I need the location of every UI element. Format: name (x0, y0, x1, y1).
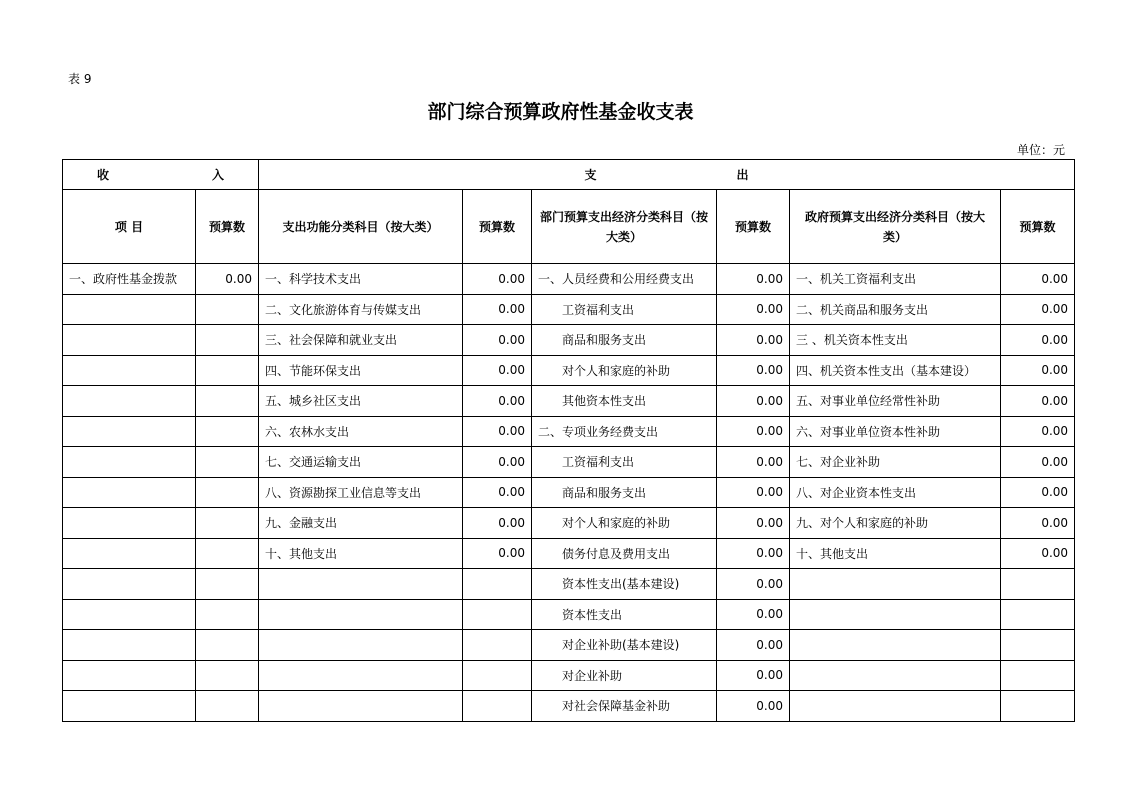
func-class-cell: 七、交通运输支出 (259, 447, 463, 478)
income-budget-cell (196, 386, 259, 417)
table-row (63, 508, 1075, 539)
dept-econ-class-cell: 资本性支出(基本建设) (532, 569, 717, 600)
func-budget-cell: 0.00 (463, 264, 532, 295)
dept-budget-cell: 0.00 (717, 630, 790, 661)
func-class-cell: 一、科学技术支出 (259, 264, 463, 295)
income-item-cell (63, 355, 196, 386)
gov-econ-class-cell (790, 691, 1001, 722)
item-column-header: 项 目 (63, 190, 196, 264)
income-budget-cell (196, 447, 259, 478)
func-budget-cell: 0.00 (463, 386, 532, 417)
dept-budget-cell: 0.00 (717, 569, 790, 600)
dept-econ-class-cell: 对企业补助(基本建设) (532, 630, 717, 661)
func-class-cell (259, 691, 463, 722)
func-budget-cell: 0.00 (463, 508, 532, 539)
func-budget-cell (463, 599, 532, 630)
gov-econ-class-cell (790, 660, 1001, 691)
expense-group-header: 支 出 (259, 160, 1075, 190)
dept-econ-class-cell: 工资福利支出 (532, 447, 717, 478)
dept-budget-cell: 0.00 (717, 355, 790, 386)
income-budget-cell: 0.00 (196, 264, 259, 295)
income-item-cell (63, 477, 196, 508)
income-item-cell: 一、政府性基金拨款 (63, 264, 196, 295)
func-budget-cell (463, 630, 532, 661)
gov-econ-class-cell: 六、对事业单位资本性补助 (790, 416, 1001, 447)
table-row (63, 477, 1075, 508)
gov-econ-class-cell: 九、对个人和家庭的补助 (790, 508, 1001, 539)
page-title: 部门综合预算政府性基金收支表 (427, 101, 694, 123)
func-budget-cell: 0.00 (463, 538, 532, 569)
dept-econ-class-cell: 工资福利支出 (532, 294, 717, 325)
dept-econ-class-cell: 对个人和家庭的补助 (532, 355, 717, 386)
func-class-cell: 五、城乡社区支出 (259, 386, 463, 417)
table-row (63, 691, 1075, 722)
dept-budget-column-header: 预算数 (717, 190, 790, 264)
income-item-cell (63, 416, 196, 447)
gov-budget-cell: 0.00 (1001, 538, 1075, 569)
table-row (63, 416, 1075, 447)
gov-budget-cell: 0.00 (1001, 447, 1075, 478)
func-class-cell (259, 569, 463, 600)
dept-econ-class-cell: 二、专项业务经费支出 (532, 416, 717, 447)
gov-econ-class-cell: 二、机关商品和服务支出 (790, 294, 1001, 325)
table-row (63, 447, 1075, 478)
dept-budget-cell: 0.00 (717, 325, 790, 356)
gov-econ-class-cell: 三 、机关资本性支出 (790, 325, 1001, 356)
income-item-cell (63, 508, 196, 539)
income-budget-cell (196, 355, 259, 386)
table-row (63, 599, 1075, 630)
gov-budget-cell: 0.00 (1001, 355, 1075, 386)
gov-econ-class-cell: 四、机关资本性支出（基本建设） (790, 355, 1001, 386)
table-row (63, 538, 1075, 569)
dept-budget-cell: 0.00 (717, 477, 790, 508)
income-budget-column-header: 预算数 (196, 190, 259, 264)
gov-budget-cell (1001, 569, 1075, 600)
income-item-cell (63, 447, 196, 478)
gov-budget-cell: 0.00 (1001, 477, 1075, 508)
table-row (63, 386, 1075, 417)
func-budget-cell (463, 569, 532, 600)
func-budget-cell: 0.00 (463, 355, 532, 386)
income-budget-cell (196, 294, 259, 325)
dept-econ-class-cell: 对个人和家庭的补助 (532, 508, 717, 539)
gov-econ-class-cell (790, 599, 1001, 630)
income-item-cell (63, 538, 196, 569)
gov-budget-cell: 0.00 (1001, 294, 1075, 325)
income-item-cell (63, 569, 196, 600)
gov-econ-class-cell: 一、机关工资福利支出 (790, 264, 1001, 295)
func-class-cell (259, 599, 463, 630)
func-budget-cell: 0.00 (463, 416, 532, 447)
dept-budget-cell: 0.00 (717, 538, 790, 569)
column-header-row (63, 190, 1075, 264)
table-number: 表 9 (68, 72, 92, 86)
dept-budget-cell: 0.00 (717, 508, 790, 539)
gov-budget-cell: 0.00 (1001, 325, 1075, 356)
income-budget-cell (196, 416, 259, 447)
func-budget-column-header: 预算数 (463, 190, 532, 264)
income-item-cell (63, 599, 196, 630)
group-header-row (63, 160, 1075, 190)
func-class-cell: 十、其他支出 (259, 538, 463, 569)
dept-econ-class-cell: 资本性支出 (532, 599, 717, 630)
func-budget-cell: 0.00 (463, 447, 532, 478)
func-class-cell (259, 630, 463, 661)
table-row (63, 294, 1075, 325)
dept-budget-cell: 0.00 (717, 599, 790, 630)
gov-econ-class-cell (790, 569, 1001, 600)
func-budget-cell: 0.00 (463, 325, 532, 356)
func-budget-cell (463, 691, 532, 722)
dept-econ-class-cell: 其他资本性支出 (532, 386, 717, 417)
table-row (63, 325, 1075, 356)
income-item-cell (63, 325, 196, 356)
gov-budget-cell: 0.00 (1001, 416, 1075, 447)
gov-budget-cell (1001, 660, 1075, 691)
gov-econ-class-cell (790, 630, 1001, 661)
gov-budget-column-header: 预算数 (1001, 190, 1075, 264)
income-budget-cell (196, 508, 259, 539)
dept-econ-class-cell: 商品和服务支出 (532, 325, 717, 356)
func-budget-cell: 0.00 (463, 294, 532, 325)
budget-table (62, 159, 1075, 722)
dept-budget-cell: 0.00 (717, 660, 790, 691)
income-budget-cell (196, 630, 259, 661)
income-group-header: 收 入 (63, 160, 259, 190)
gov-econ-class-cell: 五、对事业单位经常性补助 (790, 386, 1001, 417)
income-item-cell (63, 660, 196, 691)
table-row (63, 660, 1075, 691)
income-item-cell (63, 691, 196, 722)
func-class-cell: 九、金融支出 (259, 508, 463, 539)
income-budget-cell (196, 538, 259, 569)
func-budget-cell (463, 660, 532, 691)
gov-budget-cell: 0.00 (1001, 264, 1075, 295)
table-row (63, 355, 1075, 386)
dept-econ-class-cell: 商品和服务支出 (532, 477, 717, 508)
func-class-column-header: 支出功能分类科目（按大类） (259, 190, 463, 264)
table-row (63, 264, 1075, 295)
gov-budget-cell (1001, 599, 1075, 630)
gov-budget-cell: 0.00 (1001, 386, 1075, 417)
gov-econ-class-cell: 十、其他支出 (790, 538, 1001, 569)
func-class-cell: 四、节能环保支出 (259, 355, 463, 386)
dept-budget-cell: 0.00 (717, 447, 790, 478)
gov-budget-cell (1001, 630, 1075, 661)
table-row (63, 569, 1075, 600)
func-class-cell: 二、文化旅游体育与传媒支出 (259, 294, 463, 325)
dept-budget-cell: 0.00 (717, 386, 790, 417)
income-budget-cell (196, 660, 259, 691)
income-budget-cell (196, 325, 259, 356)
func-class-cell (259, 660, 463, 691)
gov-econ-class-cell: 八、对企业资本性支出 (790, 477, 1001, 508)
gov-budget-cell (1001, 691, 1075, 722)
dept-econ-class-cell: 对企业补助 (532, 660, 717, 691)
dept-econ-class-cell: 对社会保障基金补助 (532, 691, 717, 722)
table-row (63, 630, 1075, 661)
income-budget-cell (196, 569, 259, 600)
dept-budget-cell: 0.00 (717, 691, 790, 722)
dept-budget-cell: 0.00 (717, 294, 790, 325)
gov-econ-class-cell: 七、对企业补助 (790, 447, 1001, 478)
dept-budget-cell: 0.00 (717, 416, 790, 447)
dept-budget-cell: 0.00 (717, 264, 790, 295)
func-budget-cell: 0.00 (463, 477, 532, 508)
gov-econ-class-column-header: 政府预算支出经济分类科目（按大类） (790, 190, 1001, 264)
income-item-cell (63, 386, 196, 417)
unit-label: 单位：元 (1016, 143, 1065, 157)
func-class-cell: 六、农林水支出 (259, 416, 463, 447)
dept-econ-class-cell: 一、人员经费和公用经费支出 (532, 264, 717, 295)
gov-budget-cell: 0.00 (1001, 508, 1075, 539)
income-budget-cell (196, 599, 259, 630)
income-budget-cell (196, 691, 259, 722)
func-class-cell: 八、资源勘探工业信息等支出 (259, 477, 463, 508)
income-item-cell (63, 294, 196, 325)
income-item-cell (63, 630, 196, 661)
func-class-cell: 三、社会保障和就业支出 (259, 325, 463, 356)
income-budget-cell (196, 477, 259, 508)
dept-econ-class-column-header: 部门预算支出经济分类科目（按大类） (532, 190, 717, 264)
dept-econ-class-cell: 债务付息及费用支出 (532, 538, 717, 569)
